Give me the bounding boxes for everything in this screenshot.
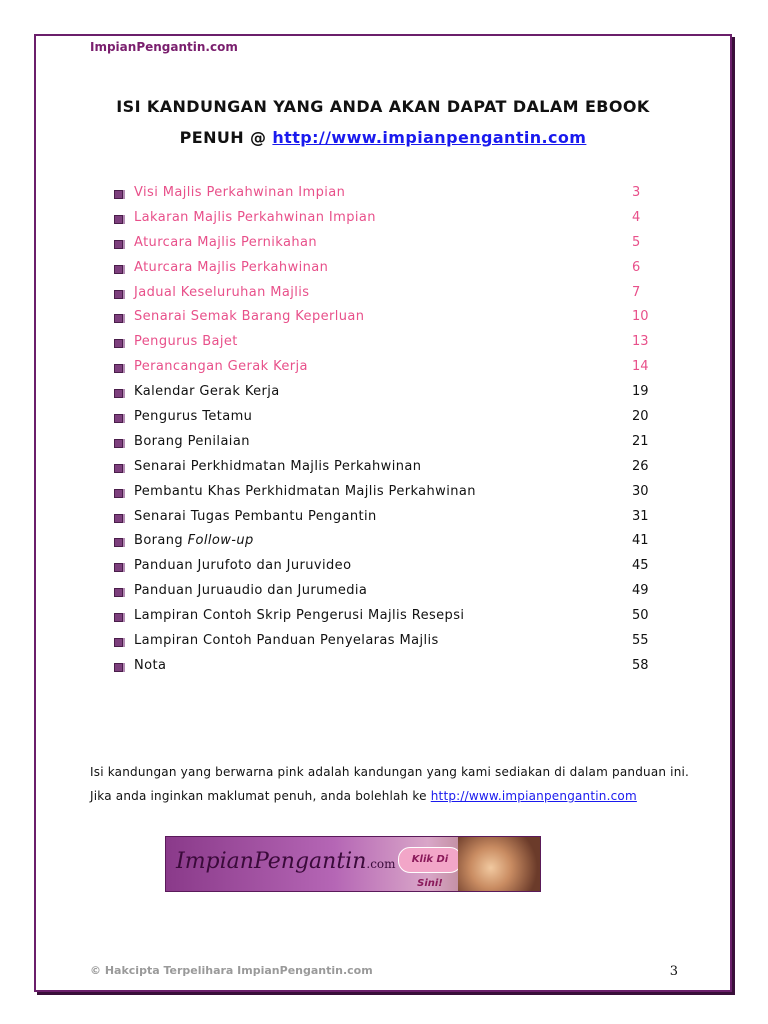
toc-row <box>112 430 652 455</box>
toc-label: Senarai Perkhidmatan Majlis Perkahwinan <box>134 458 422 474</box>
book-bullet-icon <box>114 464 123 473</box>
toc-page-number: 21 <box>632 433 649 449</box>
toc-label: Nota <box>134 657 167 673</box>
toc-row <box>112 231 652 256</box>
toc-row <box>112 604 652 629</box>
toc-row <box>112 629 652 654</box>
toc-page-number: 45 <box>632 558 649 574</box>
toc-page-number: 50 <box>632 608 649 624</box>
toc-row <box>112 505 652 530</box>
banner-click-button[interactable]: Klik Di Sini! <box>398 847 462 873</box>
book-bullet-icon <box>114 538 123 547</box>
book-bullet-icon <box>114 265 123 274</box>
promo-banner[interactable] <box>165 836 541 892</box>
book-bullet-icon <box>114 514 123 523</box>
toc-page-number: 14 <box>632 359 649 375</box>
toc-label: Kalendar Gerak Kerja <box>134 384 280 400</box>
book-bullet-icon <box>114 389 123 398</box>
toc-label: Panduan Juruaudio dan Jurumedia <box>134 583 368 599</box>
toc-row <box>112 405 652 430</box>
banner-ring-photo <box>458 837 540 892</box>
banner-logo-suffix: .com <box>366 857 396 871</box>
book-bullet-icon <box>114 638 123 647</box>
toc-row <box>112 355 652 380</box>
toc-page-number: 20 <box>632 409 649 425</box>
book-bullet-icon <box>114 190 123 199</box>
book-bullet-icon <box>114 240 123 249</box>
toc-page-number: 26 <box>632 458 649 474</box>
toc-page-number: 6 <box>632 259 641 275</box>
document-page <box>34 34 732 992</box>
book-bullet-icon <box>114 414 123 423</box>
footer-copyright: © Hakcipta Terpelihara ImpianPengantin.com <box>90 964 373 977</box>
toc-page-number: 7 <box>632 284 641 300</box>
toc-row <box>112 380 652 405</box>
toc-page-number: 55 <box>632 633 649 649</box>
note-paragraph <box>90 760 690 808</box>
book-bullet-icon <box>114 563 123 572</box>
book-bullet-icon <box>114 364 123 373</box>
book-bullet-icon <box>114 613 123 622</box>
title-line-2 <box>36 122 730 153</box>
toc-row <box>112 305 652 330</box>
table-of-contents <box>112 181 652 679</box>
toc-page-number: 19 <box>632 384 649 400</box>
toc-label: Senarai Semak Barang Keperluan <box>134 309 365 325</box>
toc-page-number: 31 <box>632 508 649 524</box>
toc-label: Borang Penilaian <box>134 433 250 449</box>
toc-label: Panduan Jurufoto dan Juruvideo <box>134 558 352 574</box>
toc-label: Lampiran Contoh Skrip Pengerusi Majlis Resepsi <box>134 608 465 624</box>
toc-row <box>112 206 652 231</box>
book-bullet-icon <box>114 489 123 498</box>
toc-page-number: 13 <box>632 334 649 350</box>
toc-label: Perancangan Gerak Kerja <box>134 359 308 375</box>
toc-label: Pengurus Bajet <box>134 334 238 350</box>
banner-logo-main: ImpianPengantin <box>176 849 367 874</box>
toc-page-number: 30 <box>632 483 649 499</box>
toc-row <box>112 654 652 679</box>
toc-label: Lampiran Contoh Panduan Penyelaras Majlis <box>134 633 439 649</box>
toc-label: Pembantu Khas Perkhidmatan Majlis Perkahwinan <box>134 483 476 499</box>
header-brand: ImpianPengantin.com <box>90 40 238 54</box>
toc-row <box>112 181 652 206</box>
toc-page-number: 49 <box>632 583 649 599</box>
toc-label: Aturcara Majlis Pernikahan <box>134 234 317 250</box>
toc-page-number: 41 <box>632 533 649 549</box>
book-bullet-icon <box>114 215 123 224</box>
title-line-1: ISI KANDUNGAN YANG ANDA AKAN DAPAT DALAM EBOOK <box>116 97 650 116</box>
toc-page-number: 58 <box>632 657 649 673</box>
toc-label: Pengurus Tetamu <box>134 409 253 425</box>
toc-label: Senarai Tugas Pembantu Pengantin <box>134 508 377 524</box>
book-bullet-icon <box>114 339 123 348</box>
page-title <box>36 91 730 153</box>
toc-label: Lakaran Majlis Perkahwinan Impian <box>134 209 376 225</box>
book-bullet-icon <box>114 314 123 323</box>
title-link[interactable]: http://www.impianpengantin.com <box>272 128 587 147</box>
note-link[interactable]: http://www.impianpengantin.com <box>430 789 637 803</box>
title-prefix: PENUH @ <box>179 128 273 147</box>
toc-label: Visi Majlis Perkahwinan Impian <box>134 185 346 200</box>
banner-logo <box>176 849 396 874</box>
toc-page-number: 10 <box>632 309 649 325</box>
toc-row <box>112 256 652 281</box>
toc-page-number: 5 <box>632 234 641 250</box>
footer-page-number: 3 <box>669 964 678 979</box>
toc-label: Aturcara Majlis Perkahwinan <box>134 259 329 275</box>
book-bullet-icon <box>114 588 123 597</box>
toc-row <box>112 579 652 604</box>
note-text: Isi kandungan yang berwarna pink adalah kandungan yang kami sediakan di dalam panduan ini. Jika anda inginkan maklumat penuh, anda bolehlah ke <box>90 765 690 803</box>
book-bullet-icon <box>114 290 123 299</box>
toc-page-number: 3 <box>632 185 641 200</box>
toc-label: Borang Follow-up <box>134 533 254 549</box>
toc-label: Jadual Keseluruhan Majlis <box>134 284 310 300</box>
toc-row <box>112 554 652 579</box>
book-bullet-icon <box>114 663 123 672</box>
toc-row <box>112 330 652 355</box>
toc-row <box>112 480 652 505</box>
toc-row <box>112 455 652 480</box>
book-bullet-icon <box>114 439 123 448</box>
toc-row <box>112 281 652 306</box>
toc-page-number: 4 <box>632 209 641 225</box>
toc-row <box>112 529 652 554</box>
